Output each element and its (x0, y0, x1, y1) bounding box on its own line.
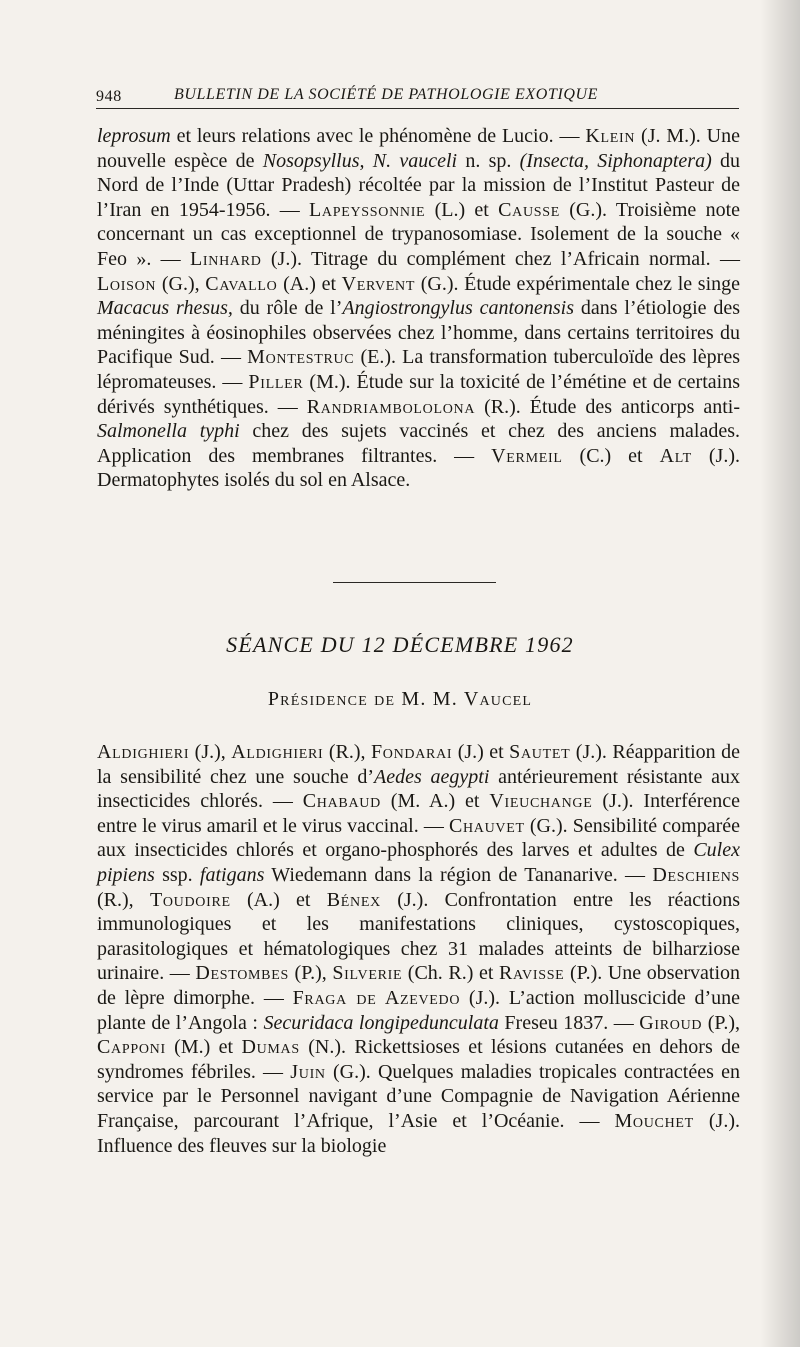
text-span: (J. M.). Une nouvelle espèce de (97, 125, 740, 172)
text-span: chez des sujets vaccinés et chez des anciens malades. Application des membranes filtrantes. — (97, 420, 741, 467)
session-paragraph (97, 740, 740, 1158)
author-name: Mouchet (614, 1109, 694, 1132)
text-span: (R.), (323, 741, 371, 763)
text-span: Macacus rhesus, (97, 297, 233, 320)
text-span: (J.). L’action molluscicide d’une plante de l’Angola : (97, 986, 741, 1034)
text-span: (P.), (702, 1011, 740, 1034)
author-name: Alt (659, 444, 692, 467)
text-span: (G.). Troisième note concernant un cas exceptionnel de trypanosomiase. Isolement de la souche « Feo ». — (97, 198, 740, 270)
text-span: (L.) et (425, 198, 499, 221)
author-name: Fondarai (370, 741, 453, 763)
author-name: Piller (248, 370, 304, 393)
text-span: Culex pipiens (97, 839, 740, 886)
author-name: Causse (498, 198, 560, 221)
author-name: Juin (290, 1060, 326, 1083)
journal-title: BULLETIN DE LA SOCIÉTÉ DE PATHOLOGIE EXOTIQUE (174, 86, 599, 103)
author-name: Chabaud (302, 790, 381, 813)
text-span: (J.). Réapparition de la sensibilité chez une souche d’ (97, 741, 740, 788)
text-span: (J.) et (452, 741, 510, 763)
author-name: Chauvet (448, 814, 525, 837)
author-name: Loison (97, 272, 157, 295)
author-name: Bénex (326, 888, 381, 911)
author-name: Aldighieri (97, 741, 190, 763)
author-name: Giroud (639, 1011, 703, 1034)
text-span: (M. A.) et (380, 790, 490, 813)
text-span: (M.). Étude sur la toxicité de l’émétine et de certains dérivés synthétiques. — (97, 370, 740, 418)
author-name: Capponi (97, 1036, 166, 1059)
text-span: (A.) et (277, 272, 342, 295)
author-name: Aldighieri (231, 741, 324, 763)
text-span: Nosopsyllus, N. vauceli (262, 149, 458, 172)
seance-title: SÉANCE DU 12 DÉCEMBRE 1962 (226, 632, 574, 657)
text-span: (R.), (97, 888, 150, 911)
header-rule (96, 108, 739, 109)
presidence-line: Présidence de M. M. Vaucel (267, 688, 533, 710)
author-name: Deschiens (652, 863, 740, 886)
author-name: Randriambololona (306, 395, 476, 418)
author-name: Montestruc (247, 346, 355, 369)
author-name: Lapeyssonnie (309, 198, 426, 221)
author-name: Fraga de Azevedo (292, 986, 461, 1009)
author-name: Klein (585, 125, 636, 147)
section-separator (333, 582, 496, 583)
author-name: Vervent (341, 272, 416, 295)
text-span: (P.). Une observation de lèpre dimorphe. — (97, 962, 741, 1009)
text-span: Angiostrongylus cantonensis (342, 297, 575, 320)
text-span: (G.). Étude expérimentale chez le singe (415, 272, 741, 295)
text-span: et leurs relations avec le phénomène de Lucio. — (170, 125, 586, 147)
text-span: (G.), (156, 272, 206, 295)
author-name: Destombes (195, 962, 289, 985)
text-span: Salmonella typhi (97, 420, 240, 443)
text-span: (N.). Rickettsioses et lésions cutanées en dehors de syndromes fébriles. — (97, 1036, 740, 1083)
text-span: (A.) et (230, 888, 327, 911)
author-name: Toudoire (149, 888, 231, 911)
text-span: (E.). La transformation tuberculoïde des lèpres lépromateuses. — (97, 346, 741, 393)
text-span: fatigans (199, 863, 265, 886)
text-span: du rôle de l’ (232, 297, 343, 320)
text-span: (J.). Dermatophytes isolés du sol en Alsace. (97, 444, 740, 492)
text-span: ssp. (154, 863, 200, 886)
author-name: Sautet (509, 741, 571, 763)
text-span: n. sp. (457, 149, 520, 172)
author-name: Vermeil (491, 444, 563, 467)
text-span: antérieurement résistante aux insecticides chlorés. — (97, 765, 740, 813)
text-span: (J.). Titrage du complément chez l’Africain normal. — (261, 247, 740, 270)
author-name: Vieuchange (489, 790, 593, 813)
text-span: (J.). Interférence entre le virus amaril et le virus vaccinal. — (97, 790, 740, 837)
text-span: du Nord de l’Inde (Uttar Pradesh) récoltée par la mission de l’Institut Pasteur de l’Iran en 1954-1956. — (97, 149, 740, 221)
text-span: (Ch. R.) et (402, 962, 499, 985)
text-span: (R.). Étude des anticorps anti- (475, 395, 740, 418)
text-span: (C.) et (562, 444, 660, 467)
author-name: Cavallo (205, 272, 278, 295)
text-span: (J.), (189, 741, 232, 763)
text-span: Aedes aegypti (374, 765, 490, 788)
page-edge-shadow (760, 0, 800, 1347)
author-name: Dumas (241, 1036, 300, 1059)
author-name: Silverie (332, 962, 403, 985)
continued-paragraph (97, 124, 740, 493)
text-span: (Insecta, Siphonaptera) (519, 149, 712, 172)
text-span: leprosum (97, 125, 171, 147)
text-span: (G.). Quelques maladies tropicales contractées en service par le Personnel navigant d’une Compagnie de Navigation Aérienne Française, parcourant l’Afrique, l’Asie et l’Océanie. — (97, 1060, 740, 1132)
text-span: Securidaca longipedunculata (263, 1011, 499, 1034)
author-name: Ravisse (498, 962, 565, 985)
text-span: Freseu 1837. — (498, 1011, 640, 1034)
text-span: (J.). Confrontation entre les réactions immunologiques et les manifestations cliniques, cystoscopiques, parasitologiques et hématologiques chez 31 malades atteints de bilharziose urinaire. — (97, 888, 740, 985)
text-span: (G.). Sensibilité comparée aux insecticides chlorés et organo-phosphorés des larves et adultes de (97, 814, 740, 862)
text-span: (P.), (288, 962, 333, 985)
text-span: (M.) et (165, 1036, 242, 1059)
text-span: Wiedemann dans la région de Tananarive. — (264, 863, 653, 886)
text-span: (J.). Influence des fleuves sur la biologie (97, 1109, 740, 1157)
author-name: Linhard (190, 247, 262, 270)
text-span: dans l’étiologie des méningites à éosinophiles observées chez l’homme, dans certains territoires du Pacifique Sud. — (97, 297, 741, 369)
page-number: 948 (96, 88, 122, 105)
